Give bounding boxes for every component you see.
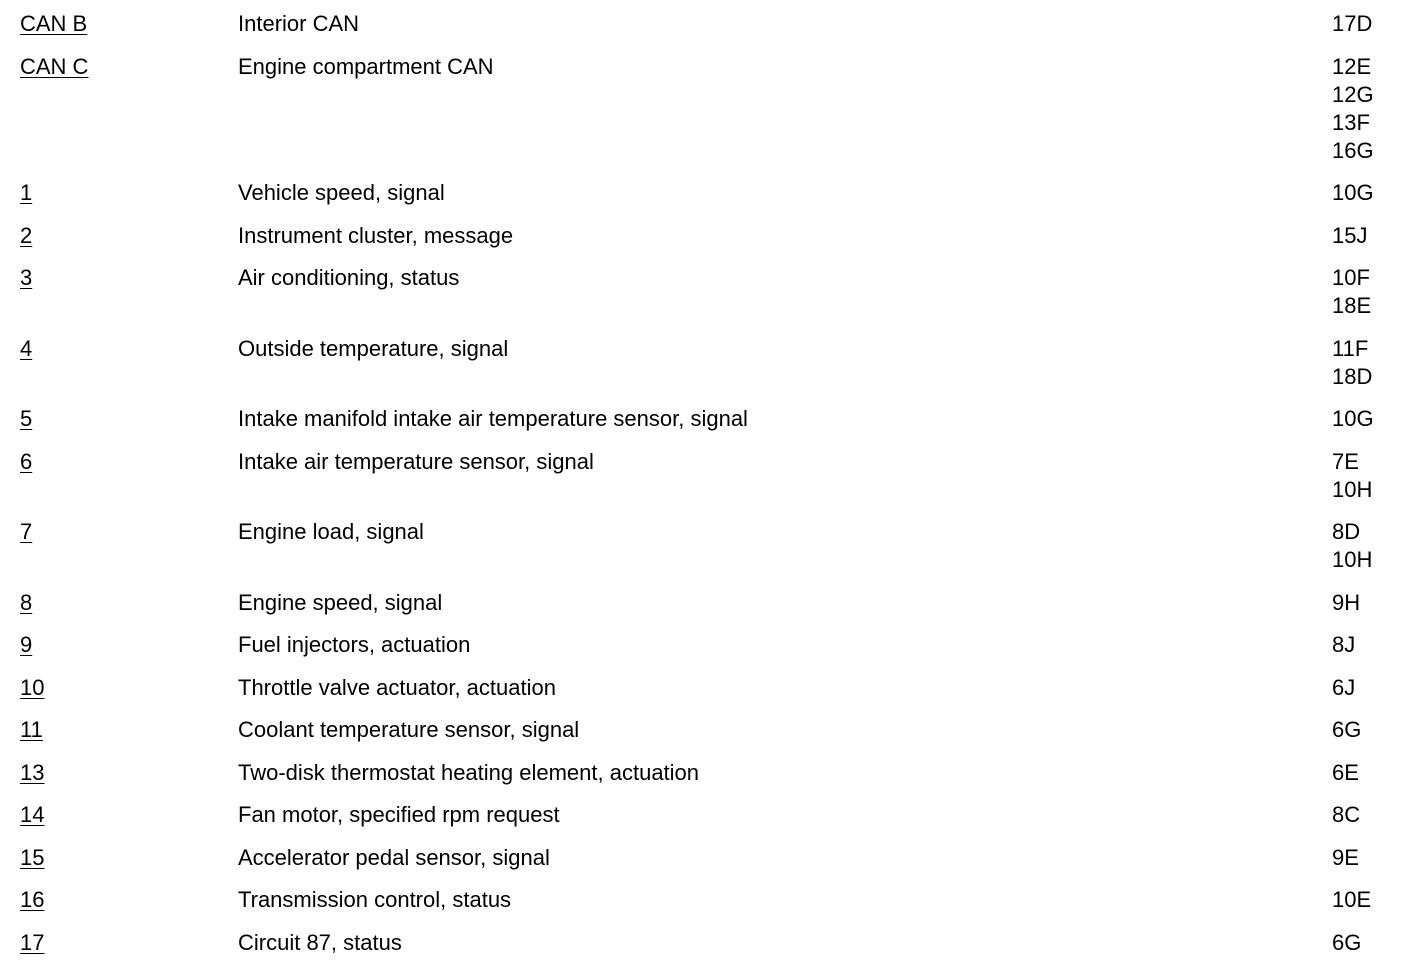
signal-code-link[interactable]: 9: [20, 632, 33, 657]
signal-description: Engine load, signal: [238, 519, 424, 544]
grid-reference: 10E: [1332, 887, 1372, 912]
signal-description: Accelerator pedal sensor, signal: [238, 844, 550, 870]
grid-reference: 16G: [1332, 137, 1374, 163]
signal-description: Intake manifold intake air temperature sensor, signal: [238, 406, 748, 431]
signal-code-link[interactable]: 17: [20, 929, 45, 955]
signal-description: Interior CAN: [238, 11, 360, 36]
grid-reference-list: [1332, 844, 1402, 872]
grid-reference-list: [1332, 929, 1402, 957]
grid-reference-list: [1332, 10, 1402, 38]
grid-reference-list: [1332, 405, 1402, 433]
grid-reference-list: [1332, 222, 1402, 250]
signal-code-link[interactable]: CAN C: [20, 53, 89, 79]
signal-code-link[interactable]: 4: [20, 335, 33, 361]
signal-code-link[interactable]: 11: [20, 717, 43, 742]
grid-reference: 8J: [1332, 632, 1356, 657]
grid-reference: 10G: [1332, 406, 1374, 431]
grid-reference: 10H: [1332, 476, 1373, 502]
grid-reference: 6G: [1332, 717, 1362, 742]
grid-reference: 9E: [1332, 844, 1359, 870]
grid-reference: 17D: [1332, 11, 1373, 36]
grid-reference: 12G: [1332, 81, 1374, 107]
signal-code-link[interactable]: 7: [20, 519, 33, 544]
grid-reference: 6E: [1332, 759, 1359, 785]
signal-description: Engine compartment CAN: [238, 53, 494, 79]
signal-description: Outside temperature, signal: [238, 335, 509, 361]
signal-description: Instrument cluster, message: [238, 222, 514, 248]
grid-reference: 7E: [1332, 448, 1359, 474]
signal-code-link[interactable]: CAN B: [20, 11, 88, 36]
grid-reference-list: [1332, 801, 1402, 829]
signal-description: Transmission control, status: [238, 887, 512, 912]
grid-reference-list: [1332, 179, 1402, 207]
signal-description: Vehicle speed, signal: [238, 180, 445, 205]
signal-code-link[interactable]: 13: [20, 759, 45, 785]
signal-description: Engine speed, signal: [238, 589, 443, 615]
grid-reference-list: [1332, 448, 1402, 504]
grid-reference-list: [1332, 589, 1402, 617]
grid-reference: 18E: [1332, 293, 1372, 318]
grid-reference: 12E: [1332, 53, 1372, 79]
grid-reference: 8C: [1332, 802, 1361, 827]
grid-reference-list: [1332, 759, 1402, 787]
grid-reference-list: [1332, 886, 1402, 914]
grid-reference: 9H: [1332, 589, 1361, 615]
signal-description: Fuel injectors, actuation: [238, 632, 471, 657]
signal-description: Two-disk thermostat heating element, actuation: [238, 759, 700, 785]
grid-reference-list: [1332, 53, 1402, 165]
signal-code-link[interactable]: 14: [20, 802, 45, 827]
grid-reference: 8D: [1332, 519, 1361, 544]
signal-description: Intake air temperature sensor, signal: [238, 448, 594, 474]
signal-code-link[interactable]: 16: [20, 887, 45, 912]
grid-reference: 18D: [1332, 363, 1373, 389]
grid-reference: 10G: [1332, 180, 1374, 205]
signal-description: Coolant temperature sensor, signal: [238, 717, 580, 742]
signal-description: Throttle valve actuator, actuation: [238, 674, 556, 700]
signal-code-link[interactable]: 5: [20, 406, 33, 431]
signal-description: Fan motor, specified rpm request: [238, 802, 560, 827]
grid-reference-list: [1332, 518, 1402, 574]
grid-reference-list: [1332, 674, 1402, 702]
signal-code-link[interactable]: 15: [20, 844, 45, 870]
signal-code-link[interactable]: 6: [20, 448, 33, 474]
grid-reference: 6G: [1332, 929, 1362, 955]
grid-reference: 10H: [1332, 547, 1373, 572]
signal-code-link[interactable]: 2: [20, 222, 33, 248]
grid-reference: 6J: [1332, 674, 1356, 700]
signal-code-link[interactable]: 1: [20, 180, 33, 205]
grid-reference-list: [1332, 335, 1402, 391]
signal-code-link[interactable]: 10: [20, 674, 45, 700]
grid-reference: 11F: [1332, 335, 1369, 361]
grid-reference: 10F: [1332, 265, 1370, 290]
signal-description: Circuit 87, status: [238, 929, 402, 955]
signal-description: Air conditioning, status: [238, 265, 460, 290]
grid-reference: 15J: [1332, 222, 1368, 248]
grid-reference: 13F: [1332, 109, 1370, 135]
grid-reference-list: [1332, 264, 1402, 320]
grid-reference-list: [1332, 631, 1402, 659]
signal-code-link[interactable]: 8: [20, 589, 33, 615]
signal-code-link[interactable]: 3: [20, 265, 33, 290]
grid-reference-list: [1332, 716, 1402, 744]
